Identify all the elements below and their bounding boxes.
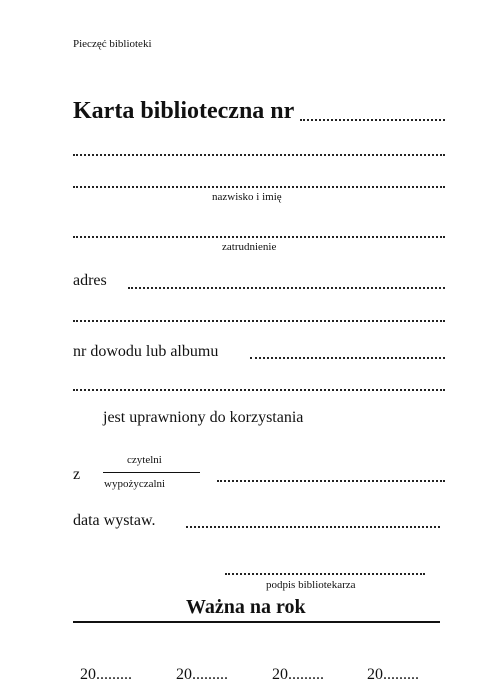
name-field-line-1[interactable] [73, 154, 445, 156]
validity-rule [73, 621, 440, 623]
year-slot-2[interactable]: 20......... [176, 666, 228, 683]
address-label: adres [73, 272, 107, 289]
employment-caption: zatrudnienie [222, 241, 277, 253]
year-slot-1[interactable]: 20......... [80, 666, 132, 683]
from-label: z [73, 466, 81, 483]
issue-date-field[interactable] [186, 526, 440, 528]
service-field[interactable] [217, 480, 445, 482]
library-stamp-label: Pieczęć biblioteki [73, 38, 152, 50]
issue-date-label: data wystaw. [73, 512, 156, 529]
name-field-line-2[interactable] [73, 186, 445, 188]
year-slot-3[interactable]: 20......... [272, 666, 324, 683]
card-title: Karta biblioteczna nr [73, 98, 295, 124]
card-number-field[interactable] [300, 119, 445, 121]
address-field-line-1[interactable] [128, 287, 445, 289]
name-caption: nazwisko i imię [212, 191, 282, 203]
id-number-field[interactable] [250, 357, 445, 359]
librarian-signature-field[interactable] [225, 573, 425, 575]
year-slot-4[interactable]: 20......... [367, 666, 419, 683]
reading-room-option: czytelni [127, 454, 162, 466]
id-number-label: nr dowodu lub albumu [73, 343, 219, 360]
id-number-field-line-2[interactable] [73, 389, 445, 391]
fraction-line [103, 472, 200, 473]
librarian-signature-caption: podpis bibliotekarza [266, 579, 356, 591]
entitlement-text: jest uprawniony do korzystania [103, 409, 304, 426]
validity-heading: Ważna na rok [186, 596, 306, 618]
employment-field[interactable] [73, 236, 445, 238]
address-field-line-2[interactable] [73, 320, 445, 322]
lending-option: wypożyczalni [104, 478, 166, 490]
